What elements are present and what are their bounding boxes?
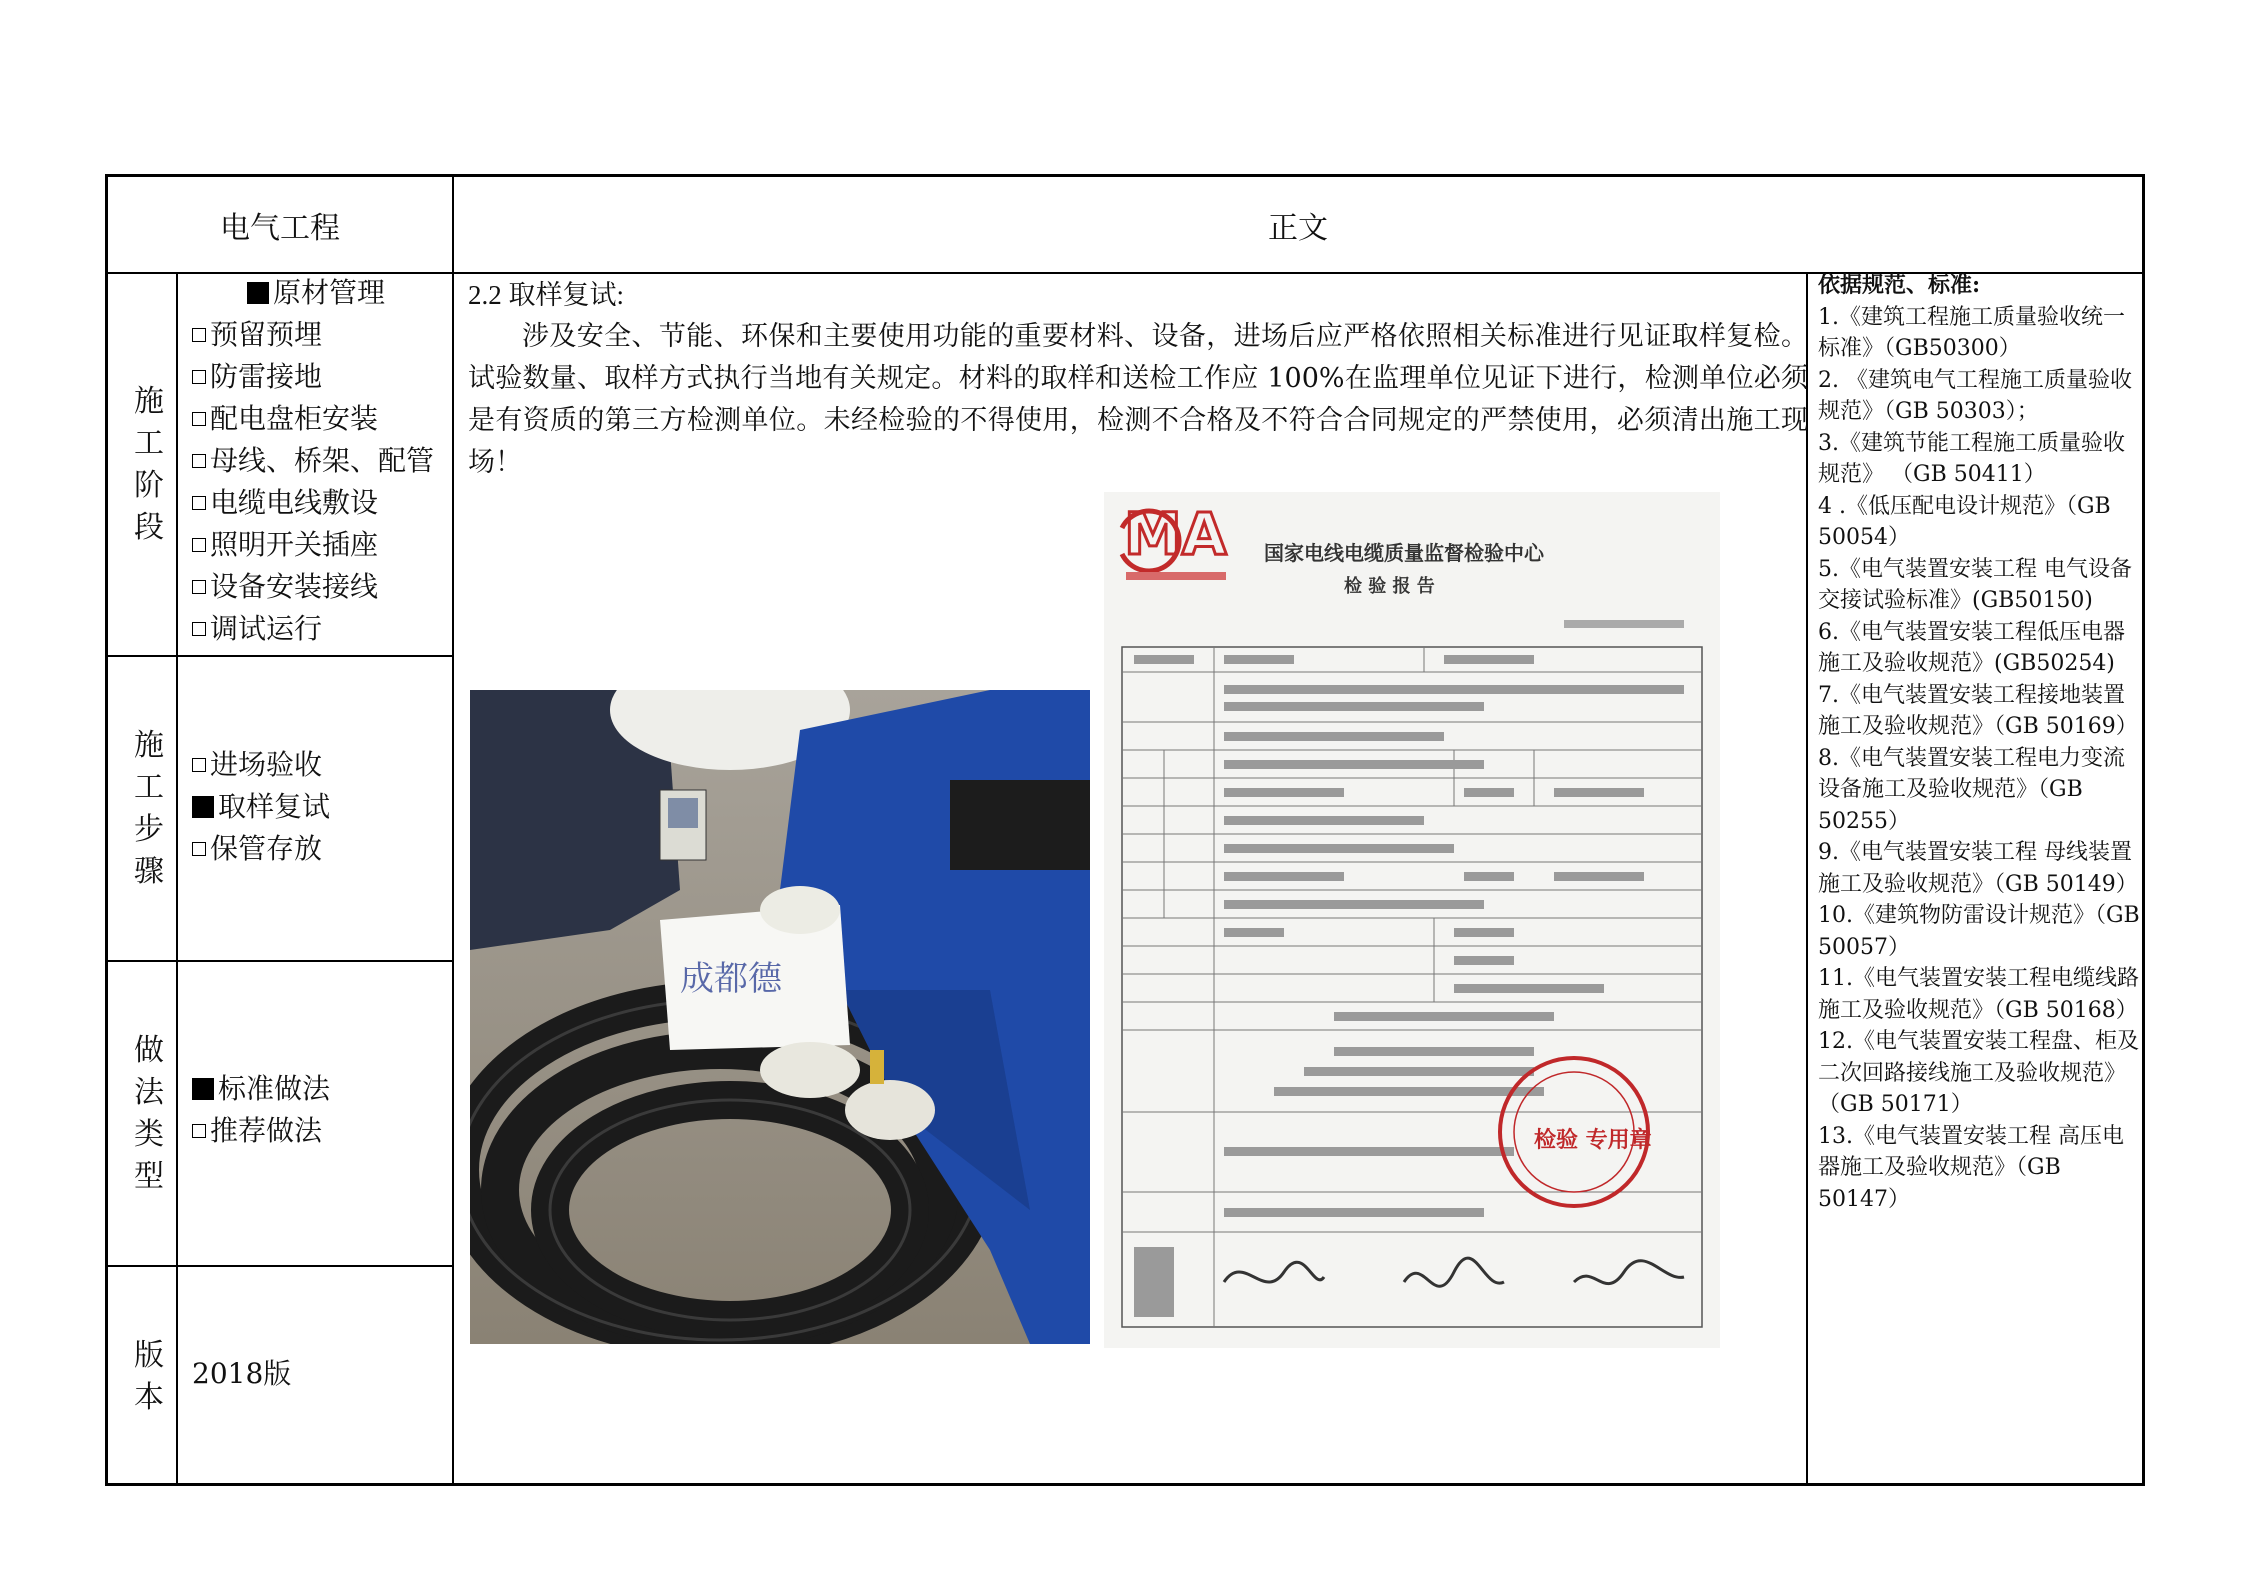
- type-options: [192, 1068, 330, 1152]
- checkbox-icon: [192, 758, 206, 772]
- checkbox-icon: [192, 370, 206, 384]
- reference-item: 13.《电气装置安装工程 高压电器施工及验收规范》（GB 50147）: [1818, 1123, 2124, 1212]
- reference-item: 2. 《建筑电气工程施工质量验收规范》（GB 50303）；: [1818, 367, 2132, 424]
- version-value: 2018版: [192, 1357, 292, 1390]
- stage-option[interactable]: 配电盘柜安装: [192, 398, 434, 440]
- section-title: 2.2 取样复试:: [468, 280, 625, 310]
- step-options: [192, 744, 330, 870]
- header-main: 正文: [1268, 211, 1328, 246]
- checkbox-icon: [247, 282, 269, 304]
- sampling-photo: [470, 690, 1090, 1344]
- type-option[interactable]: 推荐做法: [192, 1110, 330, 1152]
- reference-item: 11.《电气装置安装工程电缆线路施工及验收规范》（GB 50168）: [1818, 966, 2139, 1023]
- stage-options: [192, 272, 434, 650]
- header-category: 电气工程: [220, 211, 340, 246]
- reference-item: 5.《电气装置安装工程 电气设备交接试验标准》(GB50150): [1818, 556, 2132, 613]
- stage-option[interactable]: 照明开关插座: [192, 524, 434, 566]
- reference-item: 8.《电气装置安装工程电力变流设备施工及验收规范》（GB 50255）: [1818, 745, 2125, 834]
- svg-text:MA: MA: [1124, 500, 1227, 568]
- inspection-report-illustration: [1104, 492, 1720, 1348]
- reference-item: 9.《电气装置安装工程 母线装置施工及验收规范》（GB 50149）: [1818, 840, 2138, 897]
- stage-option[interactable]: 电缆电线敷设: [192, 482, 434, 524]
- row-label-stage: 施工阶段: [134, 383, 164, 545]
- section-paragraph: 涉及安全、节能、环保和主要使用功能的重要材料、设备，进场后应严格依照相关标准进行见证取样复检。试验数量、取样方式执行当地有关规定。材料的取样和送检工作应 100%在监理单位见证下进行，检测单位必须是有资质的第三方检测单位。未经检验的不得使用，检测不合格及不符合合同规定的严禁使用，必须清出施工现场！: [468, 321, 1808, 478]
- stage-option[interactable]: 母线、桥架、配管: [192, 440, 434, 482]
- main-content: [468, 274, 1808, 484]
- step-option[interactable]: 取样复试: [192, 786, 330, 828]
- reference-item: 1.《建筑工程施工质量验收统一标准》（GB50300）: [1818, 304, 2125, 361]
- checkbox-icon: [192, 328, 206, 342]
- row-label-type: 做法类型: [134, 1032, 164, 1194]
- reference-item: 4 .《低压配电设计规范》（GB 50054）: [1818, 493, 2111, 550]
- step-option[interactable]: 保管存放: [192, 828, 330, 870]
- stage-option[interactable]: 设备安装接线: [192, 566, 434, 608]
- stage-option[interactable]: 防雷接地: [192, 356, 434, 398]
- reference-item: 10.《建筑物防雷设计规范》（GB 50057）: [1818, 903, 2140, 960]
- checkbox-icon: [192, 622, 206, 636]
- row-label-version: 版本: [134, 1337, 164, 1415]
- stage-option[interactable]: 调试运行: [192, 608, 434, 650]
- report-doc-title: 检 验 报 告: [1344, 576, 1435, 597]
- report-stamp-text: 检验 专用章: [1534, 1128, 1652, 1153]
- checkbox-icon: [192, 796, 214, 818]
- checkbox-icon: [192, 580, 206, 594]
- references-title: 依据规范、标准:: [1818, 272, 1981, 298]
- paper-handwriting: 成都德: [680, 959, 782, 999]
- report-org: 国家电线电缆质量监督检验中心: [1264, 541, 1544, 565]
- checkbox-icon: [192, 454, 206, 468]
- reference-item: 6.《电气装置安装工程低压电器施工及验收规范》(GB50254): [1818, 619, 2125, 676]
- inspection-report-image: [1104, 492, 1720, 1348]
- reference-item: 12.《电气装置安装工程盘、柜及二次回路接线施工及验收规范》（GB 50171）: [1818, 1029, 2139, 1117]
- reference-item: 7.《电气装置安装工程接地装置施工及验收规范》（GB 50169）: [1818, 682, 2138, 739]
- stage-option[interactable]: 预留预埋: [192, 314, 434, 356]
- stage-option[interactable]: 原材管理: [192, 272, 434, 314]
- sampling-photo-illustration: [470, 690, 1090, 1344]
- col-divider-1: [452, 174, 454, 1486]
- type-option[interactable]: 标准做法: [192, 1068, 330, 1110]
- checkbox-icon: [192, 1078, 214, 1100]
- checkbox-icon: [192, 538, 206, 552]
- reference-item: 3.《建筑节能工程施工质量验收规范》 （GB 50411）: [1818, 430, 2125, 487]
- row-label-step: 施工步骤: [134, 727, 164, 889]
- checkbox-icon: [192, 842, 206, 856]
- references-panel: [1818, 270, 2140, 1215]
- checkbox-icon: [192, 412, 206, 426]
- checkbox-icon: [192, 496, 206, 510]
- checkbox-icon: [192, 1124, 206, 1138]
- step-option[interactable]: 进场验收: [192, 744, 330, 786]
